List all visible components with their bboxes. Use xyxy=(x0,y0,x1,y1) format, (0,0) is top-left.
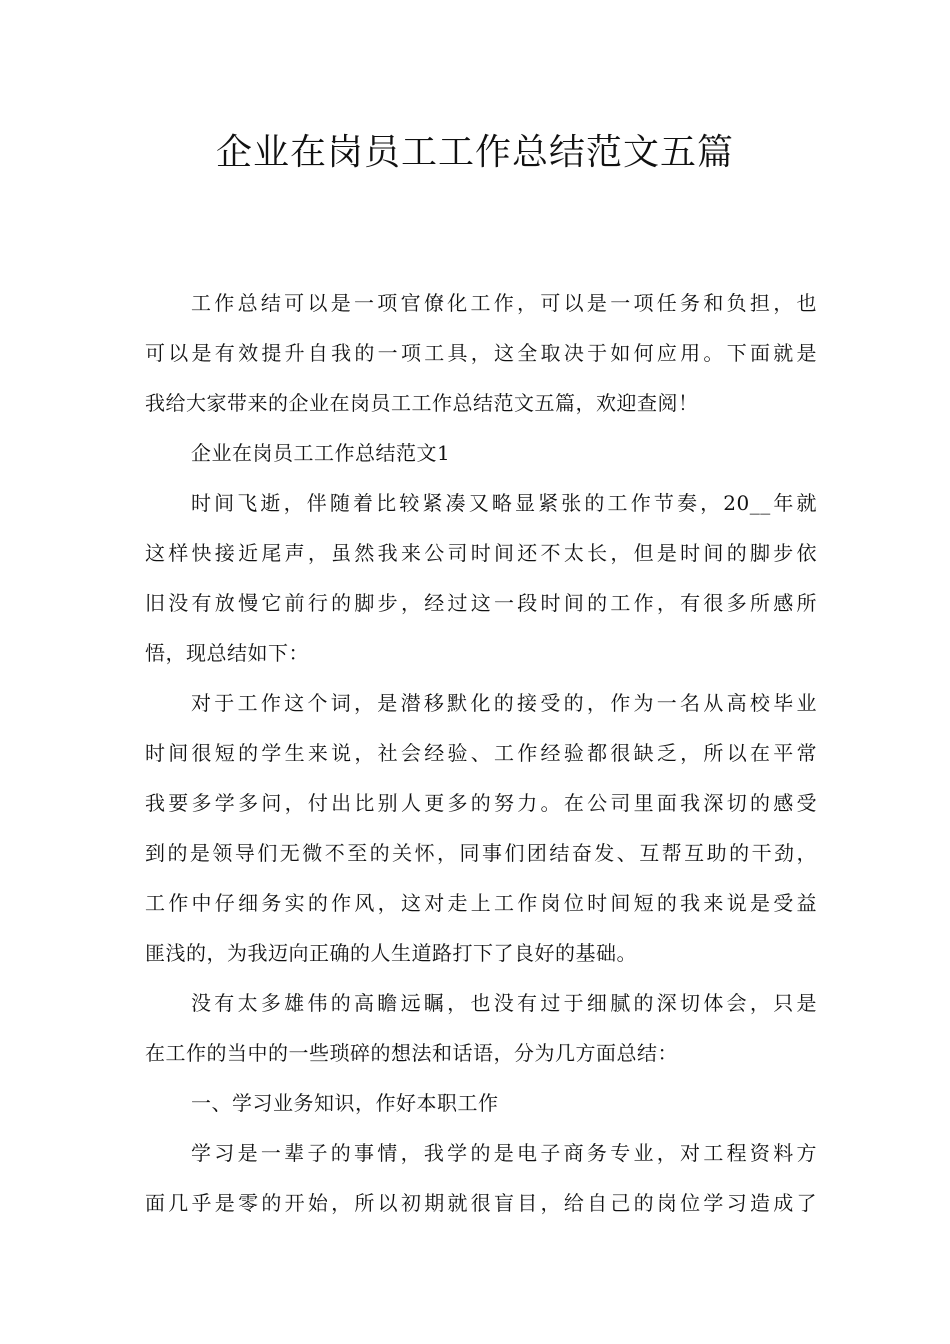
paragraph-line: 没有太多雄伟的高瞻远瞩，也没有过于细腻的深切体会，只是 xyxy=(191,991,817,1015)
paragraph-line: 我要多学多问，付出比别人更多的努力。在公司里面我深切的感受 xyxy=(145,791,817,815)
section-heading-line: 一、学习业务知识，作好本职工作 xyxy=(191,1091,499,1115)
paragraph-line: 工作总结可以是一项官僚化工作，可以是一项任务和负担，也 xyxy=(191,291,817,315)
paragraph-line: 时间飞逝，伴随着比较紧凑又略显紧张的工作节奏，20__年就 xyxy=(191,491,817,515)
paragraph-line: 在工作的当中的一些琐碎的想法和话语，分为几方面总结： xyxy=(145,1041,678,1065)
paragraph-line: 学习是一辈子的事情，我学的是电子商务专业，对工程资料方 xyxy=(191,1141,817,1165)
paragraph-line: 匪浅的，为我迈向正确的人生道路打下了良好的基础。 xyxy=(145,941,637,965)
document-title: 企业在岗员工工作总结范文五篇 xyxy=(215,132,734,173)
paragraph-line: 面几乎是零的开始，所以初期就很盲目，给自己的岗位学习造成了 xyxy=(145,1191,817,1215)
paragraph-line: 旧没有放慢它前行的脚步，经过这一段时间的工作，有很多所感所 xyxy=(145,591,817,615)
paragraph-line: 悟，现总结如下： xyxy=(145,641,309,665)
paragraph-line: 可以是有效提升自我的一项工具，这全取决于如何应用。下面就是 xyxy=(145,341,817,365)
paragraph-line: 到的是领导们无微不至的关怀，同事们团结奋发、互帮互助的干劲， xyxy=(145,841,817,865)
paragraph-line: 工作中仔细务实的作风，这对走上工作岗位时间短的我来说是受益 xyxy=(145,891,817,915)
paragraph-line: 时间很短的学生来说，社会经验、工作经验都很缺乏，所以在平常 xyxy=(145,741,817,765)
paragraph-line: 我给大家带来的企业在岗员工工作总结范文五篇，欢迎查阅！ xyxy=(145,391,699,415)
paragraph-line: 对于工作这个词，是潜移默化的接受的，作为一名从高校毕业 xyxy=(191,691,817,715)
section-heading-line: 企业在岗员工工作总结范文1 xyxy=(191,441,451,465)
document-body xyxy=(145,278,817,1228)
paragraph-line: 这样快接近尾声，虽然我来公司时间还不太长，但是时间的脚步依 xyxy=(145,541,817,565)
